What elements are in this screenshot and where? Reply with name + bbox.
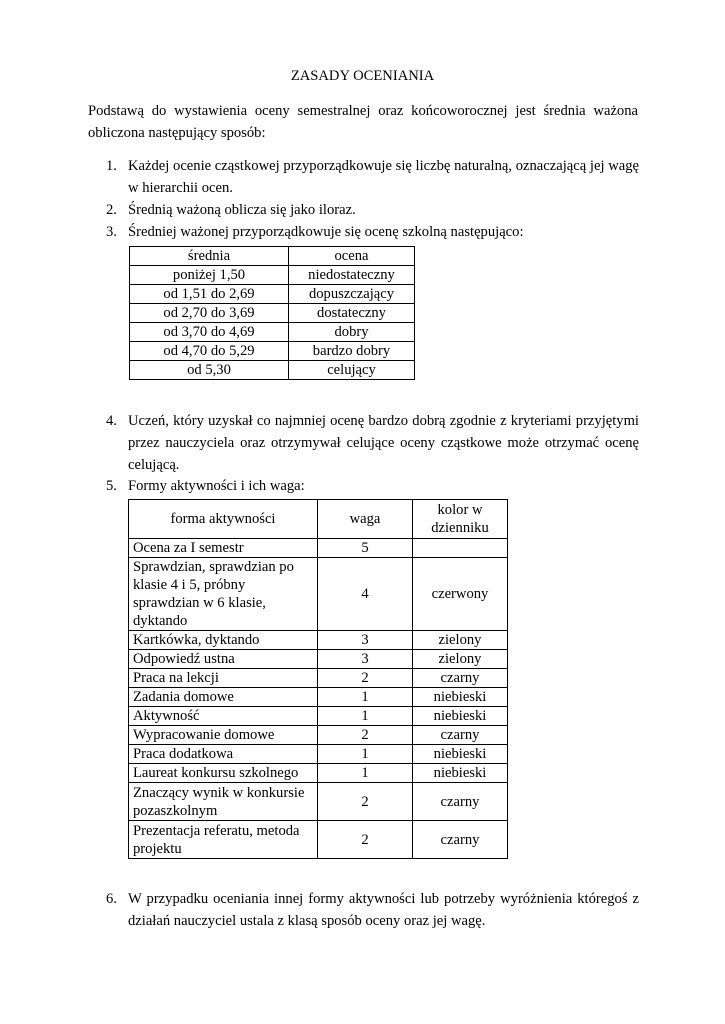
table-cell: niebieski bbox=[413, 707, 508, 726]
table-cell: od 5,30 bbox=[130, 361, 289, 380]
table-cell: Aktywność bbox=[129, 707, 318, 726]
table-cell: Sprawdzian, sprawdzian po klasie 4 i 5, próbny sprawdzian w 6 klasie, dyktando bbox=[129, 558, 318, 631]
table-row bbox=[130, 323, 415, 342]
list-text: Średnią ważoną oblicza się jako iloraz. bbox=[128, 202, 356, 218]
list-text: Formy aktywności i ich waga: bbox=[128, 478, 305, 494]
table-row bbox=[129, 726, 508, 745]
table-cell: 3 bbox=[318, 631, 413, 650]
list-text: Średniej ważonej przyporządkowuje się ocenę szkolną następująco: bbox=[128, 224, 524, 240]
table-cell: Wypracowanie domowe bbox=[129, 726, 318, 745]
table-cell: 1 bbox=[318, 707, 413, 726]
table-cell: 1 bbox=[318, 764, 413, 783]
table-cell: niebieski bbox=[413, 688, 508, 707]
list-text: W przypadku oceniania innej formy aktywności lub potrzeby wyróżnienia któregoś z działań nauczyciel ustala z klasą sposób oceny oraz jej wagę. bbox=[128, 891, 639, 929]
table-cell: 2 bbox=[318, 669, 413, 688]
table-cell: czarny bbox=[413, 669, 508, 688]
table-cell: niebieski bbox=[413, 764, 508, 783]
table-header-row bbox=[129, 500, 508, 539]
list-number: 1. bbox=[106, 158, 117, 174]
page-title: ZASADY OCENIANIA bbox=[290, 68, 435, 84]
list-text: Uczeń, który uzyskał co najmniej ocenę bardzo dobrą zgodnie z kryteriami przyjętymi przez nauczyciela oraz otrzymywał celujące oceny cząstkowe może otrzymać ocenę celującą. bbox=[128, 413, 639, 473]
table-cell: Prezentacja referatu, metoda projektu bbox=[129, 821, 318, 859]
list-item-5 bbox=[106, 475, 639, 497]
table-cell: od 1,51 do 2,69 bbox=[130, 285, 289, 304]
table-cell: czarny bbox=[413, 821, 508, 859]
table-cell: zielony bbox=[413, 650, 508, 669]
list-number: 6. bbox=[106, 891, 117, 907]
list-item-1 bbox=[106, 155, 639, 199]
table-cell: celujący bbox=[289, 361, 415, 380]
table-row bbox=[130, 304, 415, 323]
table-header-cell: forma aktywności bbox=[129, 500, 318, 539]
table-row bbox=[129, 631, 508, 650]
list-number: 3. bbox=[106, 224, 117, 240]
table-cell: od 2,70 do 3,69 bbox=[130, 304, 289, 323]
table-header-cell: średnia bbox=[130, 247, 289, 266]
table-row bbox=[129, 558, 508, 631]
table-row bbox=[129, 650, 508, 669]
table-cell bbox=[413, 539, 508, 558]
table-header-row bbox=[130, 247, 415, 266]
list-item-6 bbox=[106, 888, 639, 932]
table-row bbox=[129, 745, 508, 764]
table-header-cell: ocena bbox=[289, 247, 415, 266]
table-cell: bardzo dobry bbox=[289, 342, 415, 361]
table-row bbox=[129, 539, 508, 558]
intro-paragraph: Podstawą do wystawienia oceny semestralnej oraz końcoworocznej jest średnia ważona obliczona następujący sposób: bbox=[88, 103, 638, 141]
table-header-cell: kolor w dzienniku bbox=[413, 500, 508, 539]
list-item-2 bbox=[106, 199, 639, 221]
table-cell: Zadania domowe bbox=[129, 688, 318, 707]
table-cell: Odpowiedź ustna bbox=[129, 650, 318, 669]
table-cell: 1 bbox=[318, 688, 413, 707]
table-row bbox=[129, 669, 508, 688]
table-cell: dobry bbox=[289, 323, 415, 342]
table-cell: od 3,70 do 4,69 bbox=[130, 323, 289, 342]
table-cell: Laureat konkursu szkolnego bbox=[129, 764, 318, 783]
table-cell: czarny bbox=[413, 783, 508, 821]
table-header-cell: waga bbox=[318, 500, 413, 539]
table-row bbox=[129, 688, 508, 707]
table-cell: 4 bbox=[318, 558, 413, 631]
table-cell: niebieski bbox=[413, 745, 508, 764]
table-cell: poniżej 1,50 bbox=[130, 266, 289, 285]
table-cell: od 4,70 do 5,29 bbox=[130, 342, 289, 361]
table-cell: Praca na lekcji bbox=[129, 669, 318, 688]
table-cell: Kartkówka, dyktando bbox=[129, 631, 318, 650]
table-row bbox=[130, 361, 415, 380]
table-row bbox=[129, 821, 508, 859]
list-item-3 bbox=[106, 221, 639, 243]
table-row bbox=[130, 285, 415, 304]
table-cell: 2 bbox=[318, 821, 413, 859]
table-cell: 5 bbox=[318, 539, 413, 558]
list-number: 4. bbox=[106, 413, 117, 429]
grades-table bbox=[129, 246, 415, 380]
table-cell: Praca dodatkowa bbox=[129, 745, 318, 764]
table-cell: Znaczący wynik w konkursie pozaszkolnym bbox=[129, 783, 318, 821]
table-row bbox=[130, 342, 415, 361]
table-row bbox=[129, 764, 508, 783]
table-row bbox=[130, 266, 415, 285]
list-number: 2. bbox=[106, 202, 117, 218]
table-cell: 2 bbox=[318, 726, 413, 745]
list-text: Każdej ocenie cząstkowej przyporządkowuje się liczbę naturalną, oznaczającą jej wagę w hierarchii ocen. bbox=[128, 158, 639, 196]
list-number: 5. bbox=[106, 478, 117, 494]
table-cell: niedostateczny bbox=[289, 266, 415, 285]
table-cell: 2 bbox=[318, 783, 413, 821]
table-cell: 1 bbox=[318, 745, 413, 764]
table-row bbox=[129, 707, 508, 726]
table-cell: dostateczny bbox=[289, 304, 415, 323]
table-cell: dopuszczający bbox=[289, 285, 415, 304]
table-cell: 3 bbox=[318, 650, 413, 669]
table-cell: zielony bbox=[413, 631, 508, 650]
list-item-4 bbox=[106, 410, 639, 476]
table-cell: czerwony bbox=[413, 558, 508, 631]
table-cell: czarny bbox=[413, 726, 508, 745]
table-row bbox=[129, 783, 508, 821]
activity-table bbox=[128, 499, 508, 859]
table-cell: Ocena za I semestr bbox=[129, 539, 318, 558]
